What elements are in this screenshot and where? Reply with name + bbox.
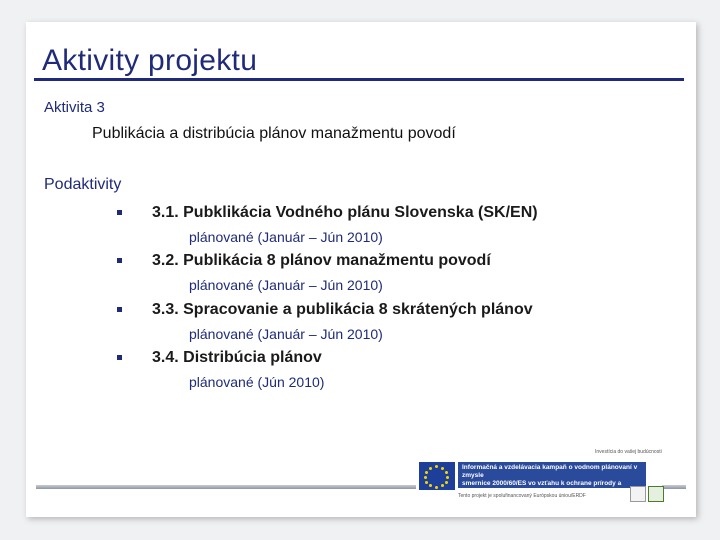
subactivity-plan: plánované (Január – Jún 2010) xyxy=(189,277,383,293)
bullet-icon xyxy=(117,210,122,215)
slide xyxy=(26,22,696,517)
subactivity-title: 3.4. Distribúcia plánov xyxy=(152,349,322,366)
subactivity-plan: plánované (Jún 2010) xyxy=(189,374,325,390)
bullet-icon xyxy=(117,355,122,360)
project-info-line: smernice 2000/60/ES vo vzťahu k ochrane prírody a krajiny xyxy=(462,480,622,495)
activity-heading: Aktivita 3 xyxy=(44,99,105,116)
subactivity-plan: plánované (Január – Jún 2010) xyxy=(189,326,383,342)
partner-logo-icon xyxy=(630,486,646,502)
title-underline xyxy=(34,78,684,81)
cofinancing-note: Tento projekt je spolufinancovaný Európskou úniou/ERDF xyxy=(458,493,586,499)
bullet-icon xyxy=(117,307,122,312)
slide-title: Aktivity projektu xyxy=(42,44,258,77)
activity-description: Publikácia a distribúcia plánov manažmentu povodí xyxy=(92,125,456,142)
subactivities-heading: Podaktivity xyxy=(44,176,122,193)
bullet-icon xyxy=(117,258,122,263)
eu-flag-icon xyxy=(419,462,455,490)
subactivity-title: 3.3. Spracovanie a publikácia 8 skrátených plánov xyxy=(152,301,533,318)
subactivity-title: 3.2. Publikácia 8 plánov manažmentu povodí xyxy=(152,252,491,269)
project-info-line: Informačná a vzdelávacia kampaň o vodnom plánovaní v zmysle xyxy=(462,464,638,479)
subactivity-title: 3.1. Pubklikácia Vodného plánu Slovenska (SK/EN) xyxy=(152,204,538,221)
subactivity-plan: plánované (Január – Jún 2010) xyxy=(189,229,383,245)
footer-slogan: Investícia do vašej budúcnosti xyxy=(595,449,662,455)
sop-logo-icon xyxy=(648,486,664,502)
project-info-box xyxy=(458,462,646,495)
